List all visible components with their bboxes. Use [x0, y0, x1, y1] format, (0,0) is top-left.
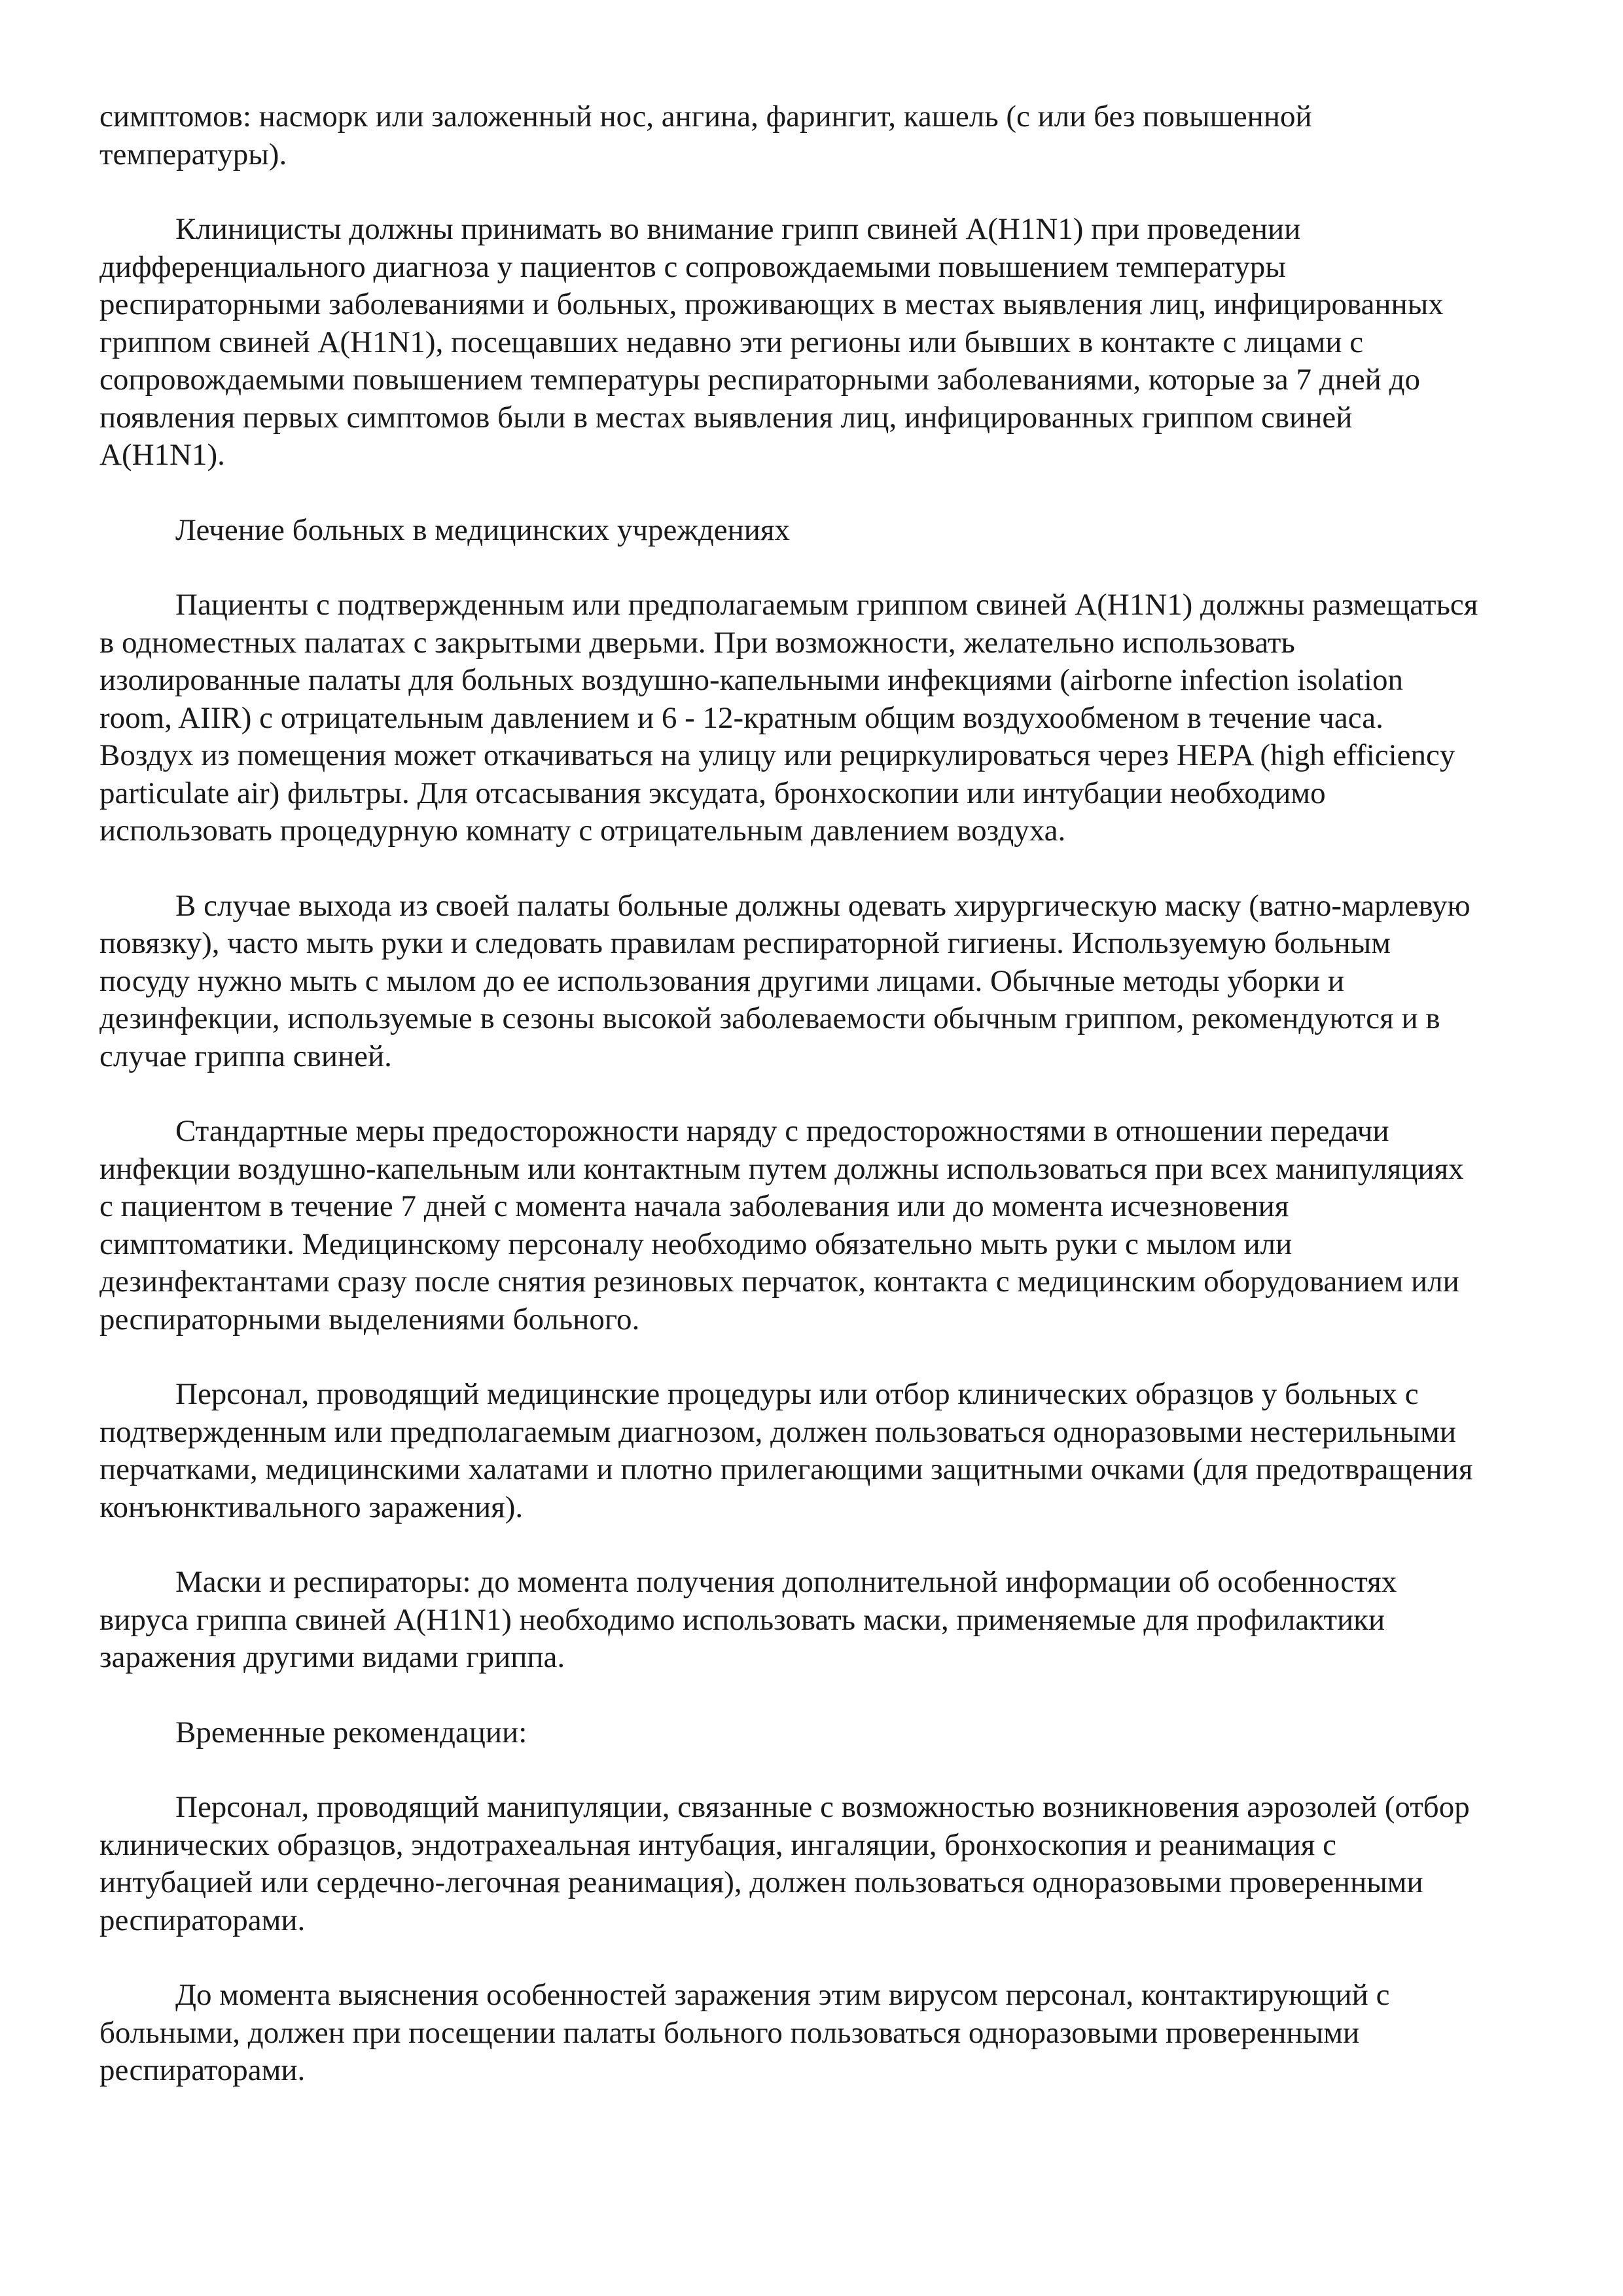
paragraph-masks-respirators: Маски и респираторы: до момента получения дополнительной информации об особенностях вируса гриппа свиней A(H1N1) необходимо использовать маски, применяемые для профилактики заражения другими видами гриппа. [99, 1565, 1397, 1674]
paragraph-symptoms-continuation: симптомов: насморк или заложенный нос, ангина, фарингит, кашель (с или без повышенной температуры). [99, 99, 1312, 171]
paragraph-aerosol-manipulations: Персонал, проводящий манипуляции, связанные с возможностью возникновения аэрозолей (отбор клинических образцов, эндотрахеальная интубация, ингаляции, бронхоскопия и реанимация с интубацией или сердечно-легочная реанимация), должен пользоваться одноразовыми проверенными респираторами. [99, 1790, 1470, 1937]
section-heading-treatment: Лечение больных в медицинских учреждениях [175, 512, 791, 547]
paragraph-standard-precautions: Стандартные меры предосторожности наряду с предосторожностями в отношении передачи инфекции воздушно-капельным или контактным путем должны использоваться при всех манипуляциях с пациентом в течение 7 дней с момента начала заболевания или до момента исчезновения симптоматики. Медицинскому персоналу необходимо обязательно мыть руки с мылом или дезинфектантами сразу после снятия резиновых перчаток, контакта с медицинским оборудованием или респираторными выделениями больного. [99, 1114, 1464, 1336]
paragraph-isolation-rooms: Пациенты с подтвержденным или предполагаемым гриппом свиней A(H1N1) должны размещаться в одноместных палатах с закрытыми дверьми. При возможности, желательно использовать изолированные палаты для больных воздушно-капельными инфекциями (airborne infection isolation room, AIIR) с отрицательным давлением и 6 - 12-кратным общим воздухообменом в течение часа. Воздух из помещения может откачиваться на улицу или рециркулироваться через HEPA (high efficiency particulate air) фильтры. Для отсасывания эксудата, бронхоскопии или интубации необходимо использовать процедурную комнату с отрицательным давлением воздуха. [99, 588, 1478, 848]
paragraph-contact-staff: До момента выяснения особенностей заражения этим вирусом персонал, контактирующий с больными, должен при посещении палаты больного пользоваться одноразовыми проверенными респираторами. [99, 1978, 1390, 2087]
paragraph-staff-procedures: Персонал, проводящий медицинские процедуры или отбор клинических образцов у больных с подтвержденным или предполагаемым диагнозом, должен пользоваться одноразовыми нестерильными перчатками, медицинскими халатами и плотно прилегающими защитными очками (для предотвращения конъюнктивального заражения). [99, 1377, 1473, 1524]
paragraph-leaving-room: В случае выхода из своей палаты больные должны одевать хирургическую маску (ватно-марлевую повязку), часто мыть руки и следовать правилам респираторной гигиены. Используемую больным посуду нужно мыть с мылом до ее использования другими лицами. Обычные методы уборки и дезинфекции, используемые в сезоны высокой заболеваемости обычным гриппом, рекомендуются и в случае гриппа свиней. [99, 888, 1471, 1073]
document-page [99, 98, 1480, 2127]
section-heading-temporary-recommendations: Временные рекомендации: [175, 1715, 527, 1749]
paragraph-clinicians: Клиницисты должны принимать во внимание грипп свиней A(H1N1) при проведении дифференциального диагноза у пациентов с сопровождаемыми повышением температуры респираторными заболеваниями и больных, проживающих в местах выявления лиц, инфицированных гриппом свиней A(H1N1), посещавших недавно эти регионы или бывших в контакте с лицами с сопровождаемыми повышением температуры респираторными заболеваниями, которые за 7 дней до появления первых симптомов были в местах выявления лиц, инфицированных гриппом свиней A(H1N1). [99, 212, 1444, 472]
